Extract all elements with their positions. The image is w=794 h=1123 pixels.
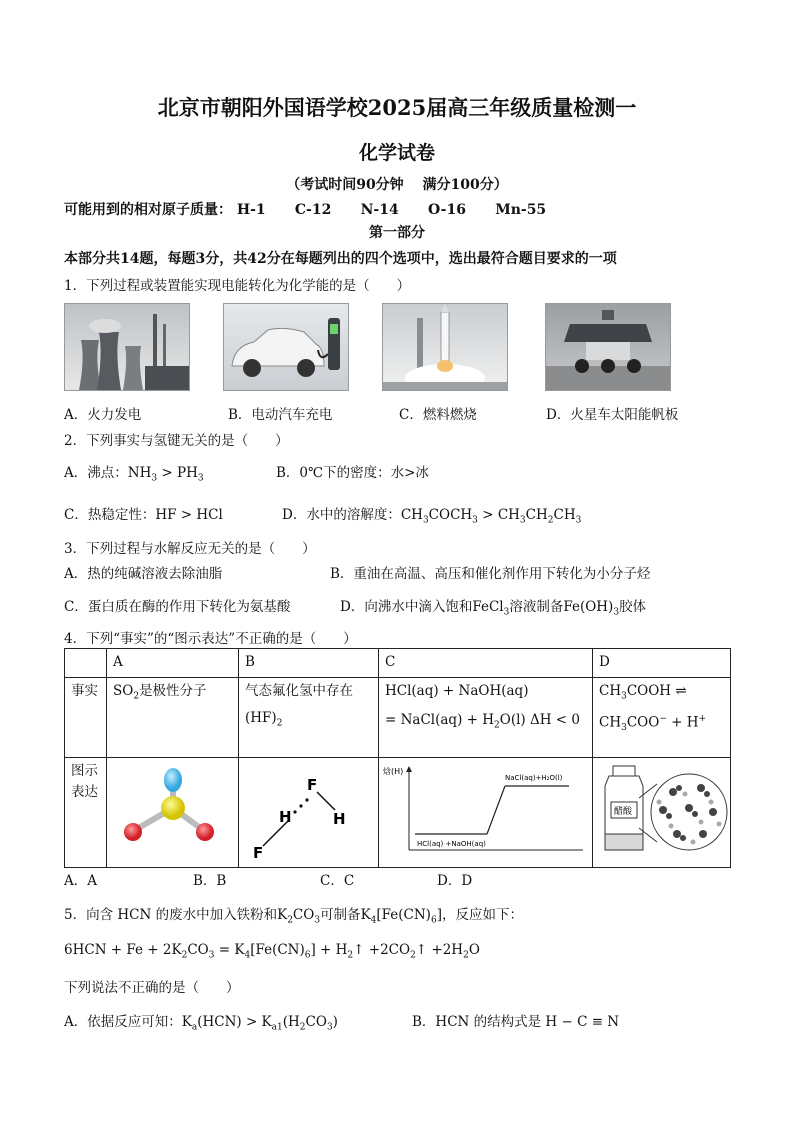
sub: 3	[314, 915, 321, 926]
q3-d-text3: 胶体	[619, 599, 647, 615]
header-cell-a: A	[107, 649, 239, 678]
eq-part: = K	[214, 942, 245, 958]
rocket-icon	[383, 304, 507, 390]
q5-stem-d: 可制备	[320, 907, 361, 923]
diag-b-f1: F	[307, 775, 318, 794]
q5-ask: 下列说法不正确的是（ ）	[64, 980, 240, 996]
sub: 2	[494, 720, 500, 731]
eq-part: [Fe(CN)	[250, 942, 305, 958]
sub: 2	[133, 691, 140, 702]
sub-6: 6	[430, 915, 437, 926]
fact-a-text: 是极性分子	[139, 682, 207, 699]
diag-b-h2: H	[333, 809, 346, 828]
power-plant-icon	[65, 304, 189, 390]
coo: COO	[626, 714, 660, 731]
header-cell-c: C	[379, 649, 593, 678]
diag-b-f2: F	[253, 843, 264, 860]
eq-part: 6HCN + Fe + 2K	[64, 942, 182, 958]
row-label-facts: 事实	[65, 677, 107, 757]
hf-hydrogen-bond-diagram	[239, 758, 377, 860]
fact-b-text: 气态氟化氢中存在	[245, 682, 353, 699]
sub: 3	[151, 473, 158, 484]
sub-4: 4	[370, 915, 377, 926]
fact-c-line2a: = NaCl(aq) + H	[385, 712, 495, 729]
q4-option-a[interactable]: A．A	[64, 873, 97, 889]
mass-h: H-1	[236, 202, 266, 218]
exam-title: 北京市朝阳外国语学校2025届高三年级质量检测一	[157, 95, 637, 120]
eq-part: ↑ +2CO	[353, 942, 411, 958]
q3-option-c[interactable]: C．蛋白质在酶的作用下转化为氨基酸	[64, 599, 291, 615]
sub: 2	[287, 915, 293, 926]
mass-o: O-16	[427, 202, 466, 218]
q5-a-text: CO	[305, 1014, 327, 1030]
q5-equation	[64, 942, 480, 961]
hf-dimer: (HF)	[245, 710, 277, 727]
q1-option-a[interactable]: A．火力发电	[64, 407, 142, 423]
bracket: ]	[436, 907, 442, 923]
q3-stem: 3．下列过程与水解反应无关的是（ ）	[64, 541, 316, 557]
sub-6: 6	[304, 950, 311, 961]
sub: 2	[276, 718, 283, 729]
sub: 3	[472, 515, 478, 526]
k: K	[360, 907, 371, 923]
q5-stem-a: 5．向含 HCN 的废水中加入铁粉和	[64, 907, 278, 923]
sub: 3	[575, 515, 582, 526]
eq-part: CO	[187, 942, 209, 958]
k: K	[277, 907, 288, 923]
mars-rover-icon	[546, 304, 670, 390]
sub: a1	[271, 1022, 283, 1033]
q5-a-text: (H	[282, 1014, 300, 1030]
q5-a-text: )	[332, 1014, 338, 1030]
q5-a-text: A．依据反应可知：K	[64, 1014, 192, 1030]
exam-info: （考试时间90分钟 满分100分）	[286, 177, 508, 193]
mars-rover-image	[545, 303, 671, 391]
diag-d-bottle-label: 醋酸	[614, 806, 633, 817]
sub: 3	[613, 607, 620, 618]
q4-stem: 4．下列“事实”的“图示表达”不正确的是（ ）	[64, 631, 357, 647]
feoh3: Fe(OH)	[563, 599, 614, 615]
part-title: 第一部分	[369, 225, 425, 241]
q4-option-c[interactable]: C．C	[320, 873, 355, 889]
q5-stem-h: ，反应如下：	[441, 907, 523, 923]
q5-stem	[64, 903, 523, 926]
q5-option-a[interactable]	[64, 1010, 338, 1033]
fact-c-line2b: O(l) ΔH < 0	[499, 712, 580, 729]
sub: 3	[621, 691, 627, 702]
table-row-facts	[65, 677, 731, 757]
mass-n: N-14	[360, 202, 399, 218]
rocket-launch-image	[382, 303, 508, 391]
q1-option-b[interactable]: B．电动汽车充电	[228, 407, 333, 423]
sub: 3	[519, 515, 526, 526]
fe-cn: [Fe(CN)	[376, 907, 431, 923]
fact-d	[593, 677, 731, 757]
sub: 2	[347, 950, 354, 961]
q4-option-b[interactable]: B．B	[193, 873, 227, 889]
q3-d-text: D．向沸水中滴入饱和	[340, 599, 473, 615]
q1-option-d[interactable]: D．火星车太阳能帆板	[546, 407, 679, 423]
h-plus: + H	[666, 714, 699, 731]
fact-a	[107, 677, 239, 757]
cooh: COOH	[626, 682, 672, 699]
diagram-c	[379, 757, 593, 868]
ev-charging-image	[223, 303, 349, 391]
q3-option-b[interactable]: B．重油在高温、高压和催化剂作用下转化为小分子烃	[330, 566, 651, 582]
plus-sign: +	[698, 713, 707, 724]
eq-part: O	[468, 942, 480, 958]
minus-sign: −	[659, 713, 667, 724]
header-cell-b: B	[239, 649, 379, 678]
table-row-diagrams	[65, 757, 731, 868]
fact-b	[239, 677, 379, 757]
row-label-diagrams: 图示表达	[65, 757, 107, 868]
gt: >	[477, 507, 498, 523]
q3-d-text2: 溶液制备	[509, 599, 564, 615]
sub: 3	[208, 950, 215, 961]
diagram-a	[107, 757, 239, 868]
eq-part: ↑ +2H	[415, 942, 464, 958]
q2-d-label: D．水中的溶解度：	[282, 507, 401, 523]
ch: CH	[497, 507, 520, 523]
coch: COCH	[428, 507, 473, 523]
enthalpy-diagram	[379, 758, 591, 860]
sub-4: 4	[244, 950, 251, 961]
atomic-masses-label: 可能用到的相对原子质量：	[64, 202, 232, 218]
power-plant-image	[64, 303, 190, 391]
diag-c-top-label: NaCl(aq)+H₂O(l)	[505, 773, 563, 782]
sub: 2	[547, 515, 554, 526]
diagram-b	[239, 757, 379, 868]
q2-option-d[interactable]	[282, 503, 581, 526]
ph3: PH	[176, 465, 198, 481]
q4-option-d[interactable]: D．D	[437, 873, 473, 889]
nh3: NH	[127, 465, 152, 481]
sub: 3	[326, 1022, 333, 1033]
ch3: CH	[599, 714, 622, 731]
q2-stem: 2．下列事实与氢键无关的是（ ）	[64, 433, 289, 449]
header-cell	[65, 649, 107, 678]
diag-c-ylabel: 焓(H)	[383, 766, 404, 776]
mass-c: C-12	[294, 202, 332, 218]
mass-mn: Mn-55	[495, 202, 547, 218]
eq-part: ] + H	[310, 942, 348, 958]
header-cell-d: D	[593, 649, 731, 678]
q2-option-b[interactable]: B．0℃下的密度：水>冰	[276, 465, 429, 481]
q5-option-b[interactable]: B．HCN 的结构式是 H − C ≡ N	[412, 1014, 620, 1030]
q5-a-text: (HCN) > K	[197, 1014, 272, 1030]
q2-option-c[interactable]: C．热稳定性：HF > HCl	[64, 507, 223, 523]
sub: 3	[503, 607, 510, 618]
acetic-acid-bottle-diagram	[593, 758, 731, 860]
co: CO	[292, 907, 315, 923]
diag-b-h1: H	[279, 807, 292, 826]
q3-option-a[interactable]: A．热的纯碱溶液去除油脂	[64, 566, 223, 582]
sub: 2	[181, 950, 188, 961]
q2-a-label: A．沸点：	[64, 465, 128, 481]
q2-option-a[interactable]	[64, 461, 204, 484]
so2-molecule-icon	[107, 758, 237, 860]
ch: CH	[553, 507, 576, 523]
sub: 3	[422, 515, 429, 526]
sub: 3	[621, 722, 627, 733]
ch3: CH	[599, 682, 622, 699]
electric-car-icon	[224, 304, 348, 390]
sub: 2	[299, 1022, 306, 1033]
so2: SO	[113, 682, 134, 699]
atomic-masses	[64, 199, 546, 219]
diag-c-bottom-label: HCl(aq) +NaOH(aq)	[417, 839, 486, 848]
sub: a	[191, 1022, 198, 1033]
fecl3: FeCl	[472, 599, 504, 615]
fact-c-line1: HCl(aq) + NaOH(aq)	[385, 682, 529, 699]
table-header-row	[65, 649, 731, 678]
sub: 2	[410, 950, 416, 961]
ch: CH	[400, 507, 423, 523]
q4-table	[64, 648, 731, 868]
equilibrium-arrow-icon: ⇌	[675, 682, 687, 699]
q3-option-d[interactable]	[340, 595, 646, 618]
fact-c	[379, 677, 593, 757]
q1-option-c[interactable]: C．燃料燃烧	[399, 407, 477, 423]
gt: >	[157, 465, 177, 481]
diagram-d	[593, 757, 731, 868]
q1-stem: 1．下列过程或装置能实现电能转化为化学能的是（ ）	[64, 278, 411, 294]
sub: 3	[197, 473, 204, 484]
instructions: 本部分共14题，每题3分，共42分在每题列出的四个选项中，选出最符合题目要求的一项	[64, 251, 617, 267]
ch: CH	[525, 507, 548, 523]
sub: 2	[463, 950, 469, 961]
exam-subtitle: 化学试卷	[358, 142, 435, 164]
